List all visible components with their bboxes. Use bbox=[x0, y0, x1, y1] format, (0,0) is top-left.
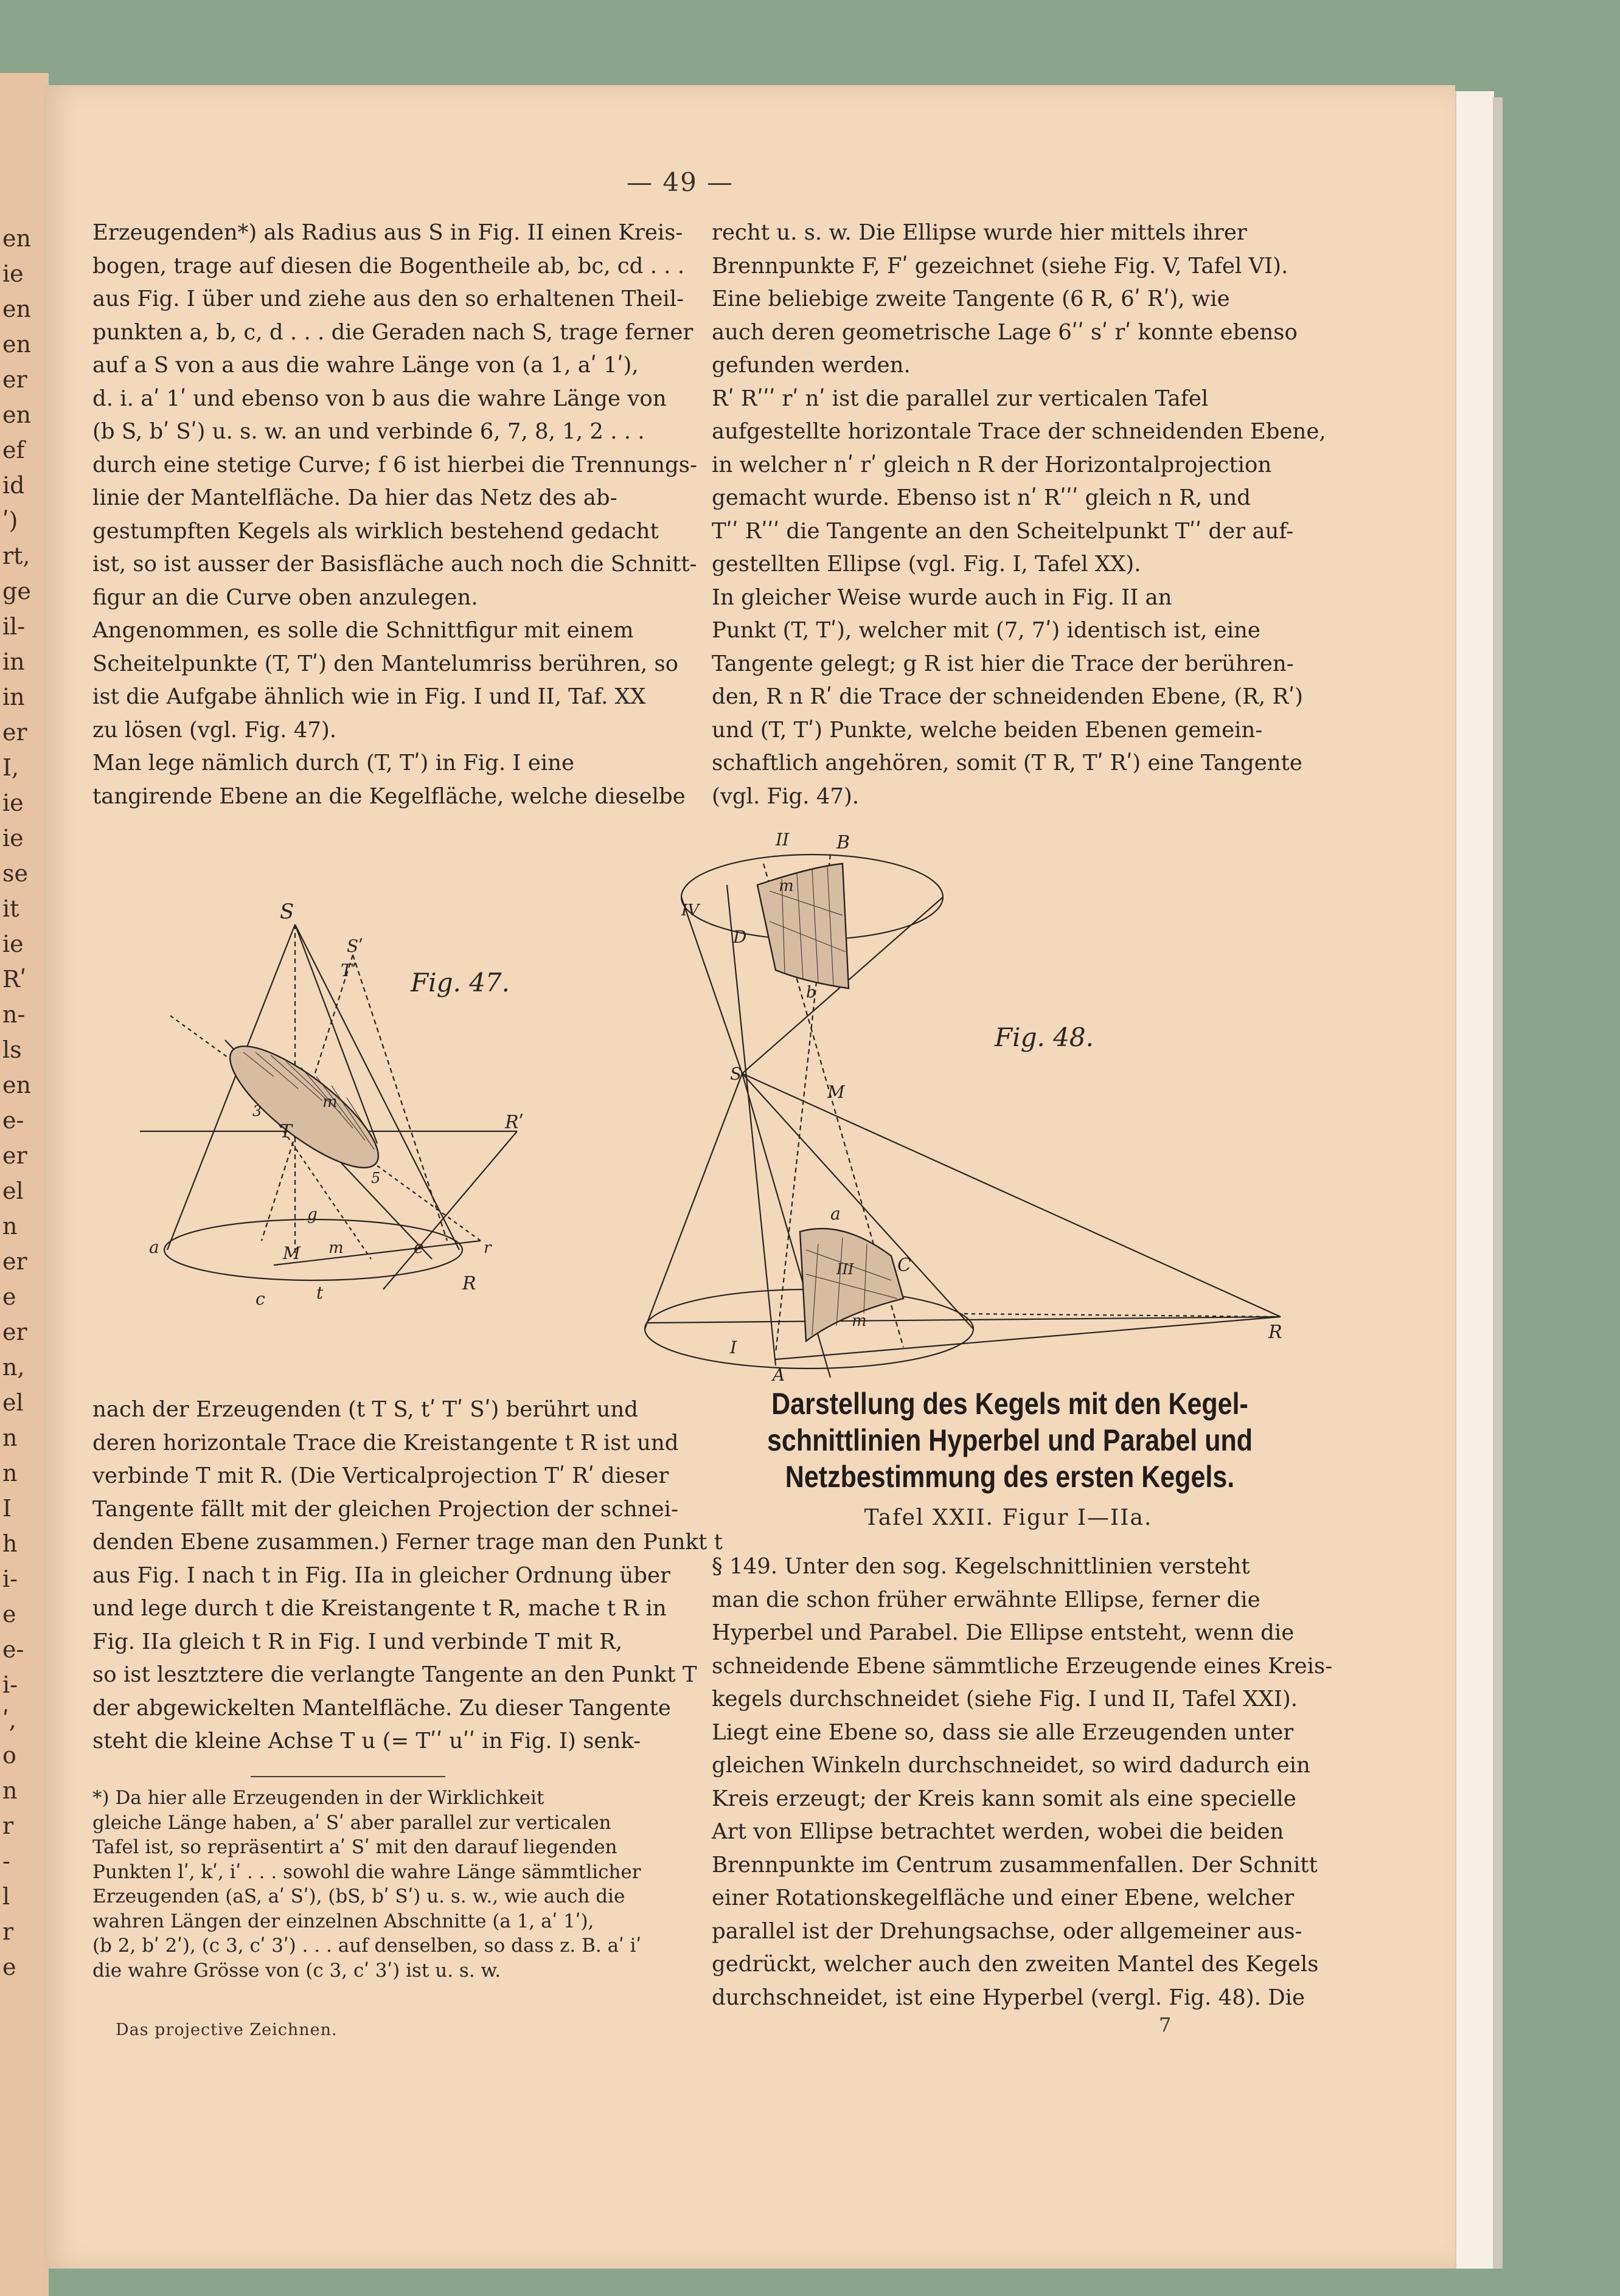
section-heading-line: Darstellung des Kegels mit den Kegel- bbox=[771, 1387, 1248, 1421]
text-line: *) Da hier alle Erzeugenden in der Wirklichkeit bbox=[92, 1787, 544, 1809]
fig47-label-M: M bbox=[283, 1243, 301, 1263]
text-line: aus Fig. I über und ziehe aus den so erhaltenen Theil- bbox=[92, 286, 684, 311]
fig47-label-R-prime: Rʹ bbox=[505, 1112, 524, 1133]
text-line: der abgewickelten Mantelfläche. Zu dieser Tangente bbox=[92, 1695, 671, 1721]
left-page-fragment: er bbox=[2, 1319, 27, 1345]
sheet-number: 7 bbox=[1159, 2013, 1172, 2036]
text-line: Liegt eine Ebene so, dass sie alle Erzeugenden unter bbox=[712, 1719, 1294, 1745]
text-line: so ist lesztztere die verlangte Tangente an den Punkt T bbox=[92, 1662, 697, 1687]
text-line: bogen, trage auf diesen die Bogentheile ab, bc, cd . . . bbox=[92, 253, 685, 279]
text-line: Tafel ist, so repräsentirt aʹ Sʹ mit den darauf liegenden bbox=[92, 1836, 617, 1858]
left-page-fragment: en bbox=[2, 1072, 31, 1098]
left-page-fragment: n- bbox=[2, 1001, 26, 1028]
page-number: — 49 — bbox=[627, 167, 734, 197]
fig48-label-b: b bbox=[806, 983, 816, 1002]
section-heading bbox=[756, 1386, 1264, 1495]
text-line: Rʹ Rʹʹʹ rʹ nʹ ist die parallel zur verticalen Tafel bbox=[712, 386, 1209, 411]
fig47-label-a: a bbox=[149, 1237, 159, 1257]
text-line: kegels durchschneidet (siehe Fig. I und II, Tafel XXI). bbox=[712, 1687, 1298, 1712]
text-line: d. i. aʹ 1ʹ und ebenso von b aus die wahre Länge von bbox=[92, 386, 667, 411]
text-line: man die schon früher erwähnte Ellipse, ferner die bbox=[712, 1587, 1260, 1612]
left-page-fragment: se bbox=[2, 860, 28, 887]
text-line: auch deren geometrische Lage 6ʹʹ sʹ rʹ konnte ebenso bbox=[712, 319, 1298, 345]
text-line: und (T, Tʹ) Punkte, welche beiden Ebenen gemein- bbox=[712, 717, 1263, 743]
fig48-label-m-upper: m bbox=[779, 877, 794, 895]
text-line: durch eine stetige Curve; f 6 ist hierbei die Trennungs- bbox=[92, 452, 697, 477]
text-line: recht u. s. w. Die Ellipse wurde hier mittels ihrer bbox=[712, 220, 1247, 245]
fig48-label-I: I bbox=[730, 1337, 737, 1358]
fig48-label-II: II bbox=[776, 830, 790, 850]
text-line: in welcher nʹ rʹ gleich n R der Horizontalprojection bbox=[712, 452, 1272, 477]
fig47-label-m-lower: m bbox=[329, 1239, 344, 1257]
left-page-fragment: ls bbox=[2, 1036, 22, 1063]
text-line: Tʹʹ Rʹʹʹ die Tangente an den Scheitelpunkt Tʹʹ der auf- bbox=[712, 518, 1294, 544]
section-subheading: Tafel XXII. Figur I—IIa. bbox=[864, 1505, 1153, 1530]
left-page-fragment: n, bbox=[2, 1354, 25, 1381]
left-page-fragment: ie bbox=[2, 789, 24, 816]
printer-signature: Das projective Zeichnen. bbox=[116, 2020, 338, 2039]
text-line: (vgl. Fig. 47). bbox=[712, 783, 860, 809]
left-page-fragment: I, bbox=[2, 754, 19, 781]
text-line: (b 2, bʹ 2ʹ), (c 3, cʹ 3ʹ) . . . auf denselben, so dass z. B. aʹ iʹ bbox=[92, 1935, 642, 1957]
text-line: linie der Mantelfläche. Da hier das Netz des ab- bbox=[92, 485, 617, 510]
text-line: verbinde T mit R. (Die Verticalprojection Tʹ Rʹ dieser bbox=[92, 1463, 669, 1488]
left-page-fragment: ie bbox=[2, 260, 24, 287]
left-page-fragment: er bbox=[2, 719, 27, 746]
text-line: parallel ist der Drehungsachse, oder allgemeiner aus- bbox=[712, 1918, 1302, 1944]
text-line: Man lege nämlich durch (T, Tʹ) in Fig. I eine bbox=[92, 751, 574, 775]
left-page-fragment: ie bbox=[2, 825, 24, 851]
left-page-fragment: in bbox=[2, 684, 25, 710]
page-edge bbox=[1455, 91, 1494, 2269]
text-line: denden Ebene zusammen.) Ferner trage man den Punkt t bbox=[92, 1530, 723, 1555]
left-page-fragment: e bbox=[2, 1283, 16, 1310]
text-line: nach der Erzeugenden (t T S, tʹ Tʹ Sʹ) berührt und bbox=[92, 1397, 638, 1422]
text-line: Brennpunkte im Centrum zusammenfallen. Der Schnitt bbox=[712, 1852, 1318, 1878]
text-line: gestellten Ellipse (vgl. Fig. I, Tafel XX). bbox=[712, 552, 1141, 577]
text-line: gefunden werden. bbox=[712, 353, 911, 378]
text-line: gedrückt, welcher auch den zweiten Mantel des Kegels bbox=[712, 1952, 1319, 1977]
text-line: gleiche Länge haben, aʹ Sʹ aber parallel zur verticalen bbox=[92, 1811, 611, 1834]
fig48-label-D: D bbox=[733, 927, 747, 947]
fig47-label-T: T bbox=[280, 1121, 293, 1142]
fig47-label-S-prime: Sʹ bbox=[347, 936, 363, 956]
text-line: und lege durch t die Kreistangente t R, mache t R in bbox=[92, 1596, 667, 1621]
text-line: deren horizontale Trace die Kreistangente t R ist und bbox=[92, 1430, 679, 1455]
text-line: steht die kleine Achse T u (= Tʹʹ uʹʹ in Fig. I) senk- bbox=[92, 1729, 641, 1753]
left-page-fragment: il- bbox=[2, 613, 26, 640]
left-page-fragment: r bbox=[2, 1812, 14, 1839]
text-line: tangirende Ebene an die Kegelfläche, welche dieselbe bbox=[92, 783, 686, 809]
left-page-fragment: er bbox=[2, 366, 27, 393]
left-page-fragment: i- bbox=[2, 1566, 18, 1592]
figure-48-drawing bbox=[575, 830, 1305, 1385]
text-line: (b S, bʹ Sʹ) u. s. w. an und verbinde 6, 7, 8, 1, 2 . . . bbox=[92, 419, 645, 444]
fig47-label-S: S bbox=[280, 900, 294, 924]
fig48-label-IV: IV bbox=[681, 901, 700, 920]
left-page-fragment: e bbox=[2, 1954, 16, 1980]
left-page-fragment: er bbox=[2, 1248, 27, 1275]
text-line: Tangente gelegt; g R ist hier die Trace der berühren- bbox=[712, 651, 1294, 676]
text-line: Punkt (T, Tʹ), welcher mit (7, 7ʹ) identisch ist, eine bbox=[712, 618, 1260, 643]
left-page-fragment: en bbox=[2, 225, 31, 252]
left-page-fragment: en bbox=[2, 296, 31, 322]
fig47-label-r: r bbox=[484, 1239, 492, 1257]
text-line: den, R n Rʹ die Trace der schneidenden Ebene, (R, Rʹ) bbox=[712, 684, 1303, 709]
left-page-fragment: Rʹ bbox=[2, 966, 27, 993]
text-line: Fig. IIa gleich t R in Fig. I und verbinde T mit R, bbox=[92, 1629, 623, 1654]
left-page-fragment: el bbox=[2, 1389, 24, 1416]
fig47-label-m-upper: m bbox=[322, 1093, 338, 1111]
text-line: Tangente fällt mit der gleichen Projection der schnei- bbox=[92, 1496, 679, 1522]
text-line: gleichen Winkeln durchschneidet, so wird dadurch ein bbox=[712, 1753, 1310, 1778]
section-heading-line: schnittlinien Hyperbel und Parabel und bbox=[767, 1423, 1253, 1457]
fig48-label-C: C bbox=[897, 1255, 911, 1276]
text-line: Punkten lʹ, kʹ, iʹ . . . sowohl die wahre Länge sämmtlicher bbox=[92, 1861, 641, 1883]
left-page-fragment: en bbox=[2, 331, 31, 358]
text-line: Kreis erzeugt; der Kreis kann somit als eine specielle bbox=[712, 1786, 1296, 1811]
fig47-label-T-prime: Tʹ bbox=[341, 960, 357, 980]
left-page-fragment: e- bbox=[2, 1107, 24, 1134]
fig47-label-3: 3 bbox=[252, 1103, 262, 1120]
left-page-fragment: ge bbox=[2, 578, 31, 605]
fig48-label-a: a bbox=[830, 1204, 841, 1224]
text-line: Scheitelpunkte (T, Tʹ) den Mantelumriss berühren, so bbox=[92, 651, 679, 676]
fig48-label-III: III bbox=[836, 1261, 854, 1278]
left-page-fragment: in bbox=[2, 648, 25, 675]
left-page-fragment: rt, bbox=[2, 543, 30, 569]
text-line: einer Rotationskegelfläche und einer Ebene, welcher bbox=[712, 1885, 1295, 1910]
fig48-label-B: B bbox=[836, 832, 850, 853]
left-page-fragment: h bbox=[2, 1530, 18, 1557]
fig47-label-e: e bbox=[414, 1237, 424, 1257]
fig48-label-M: M bbox=[827, 1082, 845, 1102]
text-line: schaftlich angehören, somit (T R, Tʹ Rʹ) eine Tangente bbox=[712, 751, 1302, 775]
fig48-label-S: S bbox=[730, 1064, 742, 1084]
left-page-fragment: n bbox=[2, 1213, 18, 1240]
figure-47-drawing bbox=[140, 900, 596, 1326]
text-line: aus Fig. I nach t in Fig. IIa in gleicher Ordnung über bbox=[92, 1562, 670, 1588]
left-page-fragment: - bbox=[2, 1848, 10, 1875]
left-page-fragment: o bbox=[2, 1742, 16, 1769]
text-line: § 149. Unter den sog. Kegelschnittlinien versteht bbox=[712, 1554, 1250, 1579]
left-page-fragment: el bbox=[2, 1177, 24, 1204]
text-line: ist die Aufgabe ähnlich wie in Fig. I und II, Taf. XX bbox=[92, 684, 646, 709]
fig47-label-5: 5 bbox=[371, 1170, 381, 1187]
text-line: punkten a, b, c, d . . . die Geraden nach S, trage ferner bbox=[92, 319, 694, 345]
text-line: zu lösen (vgl. Fig. 47). bbox=[92, 717, 337, 743]
fig47-label-c: c bbox=[256, 1289, 265, 1309]
left-page-fragment: i- bbox=[2, 1671, 18, 1698]
left-page-fragment: en bbox=[2, 401, 31, 428]
left-page-fragment: ef bbox=[2, 437, 25, 463]
fig48-label-R: R bbox=[1268, 1322, 1282, 1343]
left-page-fragment: er bbox=[2, 1142, 27, 1169]
text-line: Angenommen, es solle die Schnittfigur mit einem bbox=[92, 618, 634, 643]
text-line: wahren Längen der einzelnen Abschnitte (a 1, aʹ 1ʹ), bbox=[92, 1910, 594, 1932]
section-heading-line: Netzbestimmung des ersten Kegels. bbox=[785, 1460, 1235, 1494]
text-line: aufgestellte horizontale Trace der schneidenden Ebene, bbox=[712, 419, 1326, 444]
left-page-fragment: n bbox=[2, 1460, 18, 1486]
text-line: figur an die Curve oben anzulegen. bbox=[92, 584, 478, 610]
text-line: Erzeugenden (aS, aʹ Sʹ), (bS, bʹ Sʹ) u. s. w., wie auch die bbox=[92, 1885, 625, 1907]
left-page-fragment: n bbox=[2, 1777, 18, 1804]
left-page-fragment: it bbox=[2, 895, 19, 922]
left-page-fragment: I bbox=[2, 1495, 12, 1522]
text-line: ist, so ist ausser der Basisfläche auch noch die Schnitt- bbox=[92, 552, 697, 577]
left-page-fragment: r bbox=[2, 1918, 14, 1945]
left-page-fragment: id bbox=[2, 472, 25, 499]
text-line: gemacht wurde. Ebenso ist nʹ Rʹʹʹ gleich n R, und bbox=[712, 485, 1251, 510]
left-page-margin bbox=[0, 73, 49, 2296]
fig47-label-R: R bbox=[462, 1273, 476, 1294]
left-page-fragment: ʹ) bbox=[2, 507, 18, 534]
figure-48 bbox=[575, 830, 1305, 1385]
fig47-label-g: g bbox=[307, 1205, 318, 1224]
left-page-fragment: ie bbox=[2, 931, 24, 957]
left-page-fragment: l bbox=[2, 1883, 10, 1910]
text-line: durchschneidet, ist eine Hyperbel (vergl. Fig. 48). Die bbox=[712, 1985, 1305, 2010]
fig48-caption: Fig. 48. bbox=[995, 1022, 1094, 1052]
text-line: In gleicher Weise wurde auch in Fig. II an bbox=[712, 584, 1172, 610]
text-line: gestumpften Kegels als wirklich bestehend gedacht bbox=[92, 518, 659, 544]
text-line: Erzeugenden*) als Radius aus S in Fig. II einen Kreis- bbox=[92, 220, 683, 245]
fig47-label-t: t bbox=[316, 1283, 324, 1303]
text-line: auf a S von a aus die wahre Länge von (a 1, aʹ 1ʹ), bbox=[92, 353, 639, 378]
left-page-fragment: e bbox=[2, 1601, 16, 1628]
text-line: Brennpunkte F, Fʹ gezeichnet (siehe Fig. V, Tafel VI). bbox=[712, 253, 1288, 279]
text-line: Eine beliebige zweite Tangente (6 R, 6ʹ Rʹ), wie bbox=[712, 286, 1230, 311]
figure-47 bbox=[140, 900, 596, 1328]
text-line: Art von Ellipse betrachtet werden, wobei die beiden bbox=[712, 1819, 1284, 1844]
left-page-fragment: ʹ, bbox=[2, 1707, 16, 1733]
left-page-fragment: n bbox=[2, 1424, 18, 1451]
footnote-rule bbox=[251, 1776, 445, 1777]
text-line: die wahre Grösse von (c 3, cʹ 3ʹ) ist u. s. w. bbox=[92, 1959, 501, 1982]
left-page-fragment: e- bbox=[2, 1636, 24, 1663]
text-line: Hyperbel und Parabel. Die Ellipse entsteht, wenn die bbox=[712, 1620, 1295, 1645]
fig47-caption: Fig. 47. bbox=[411, 968, 510, 997]
fig48-label-A: A bbox=[773, 1365, 785, 1385]
page-edge-shadow bbox=[1493, 97, 1503, 2269]
fig48-label-m-lower: m bbox=[852, 1312, 867, 1330]
text-line: schneidende Ebene sämmtliche Erzeugende eines Kreis- bbox=[712, 1653, 1333, 1679]
